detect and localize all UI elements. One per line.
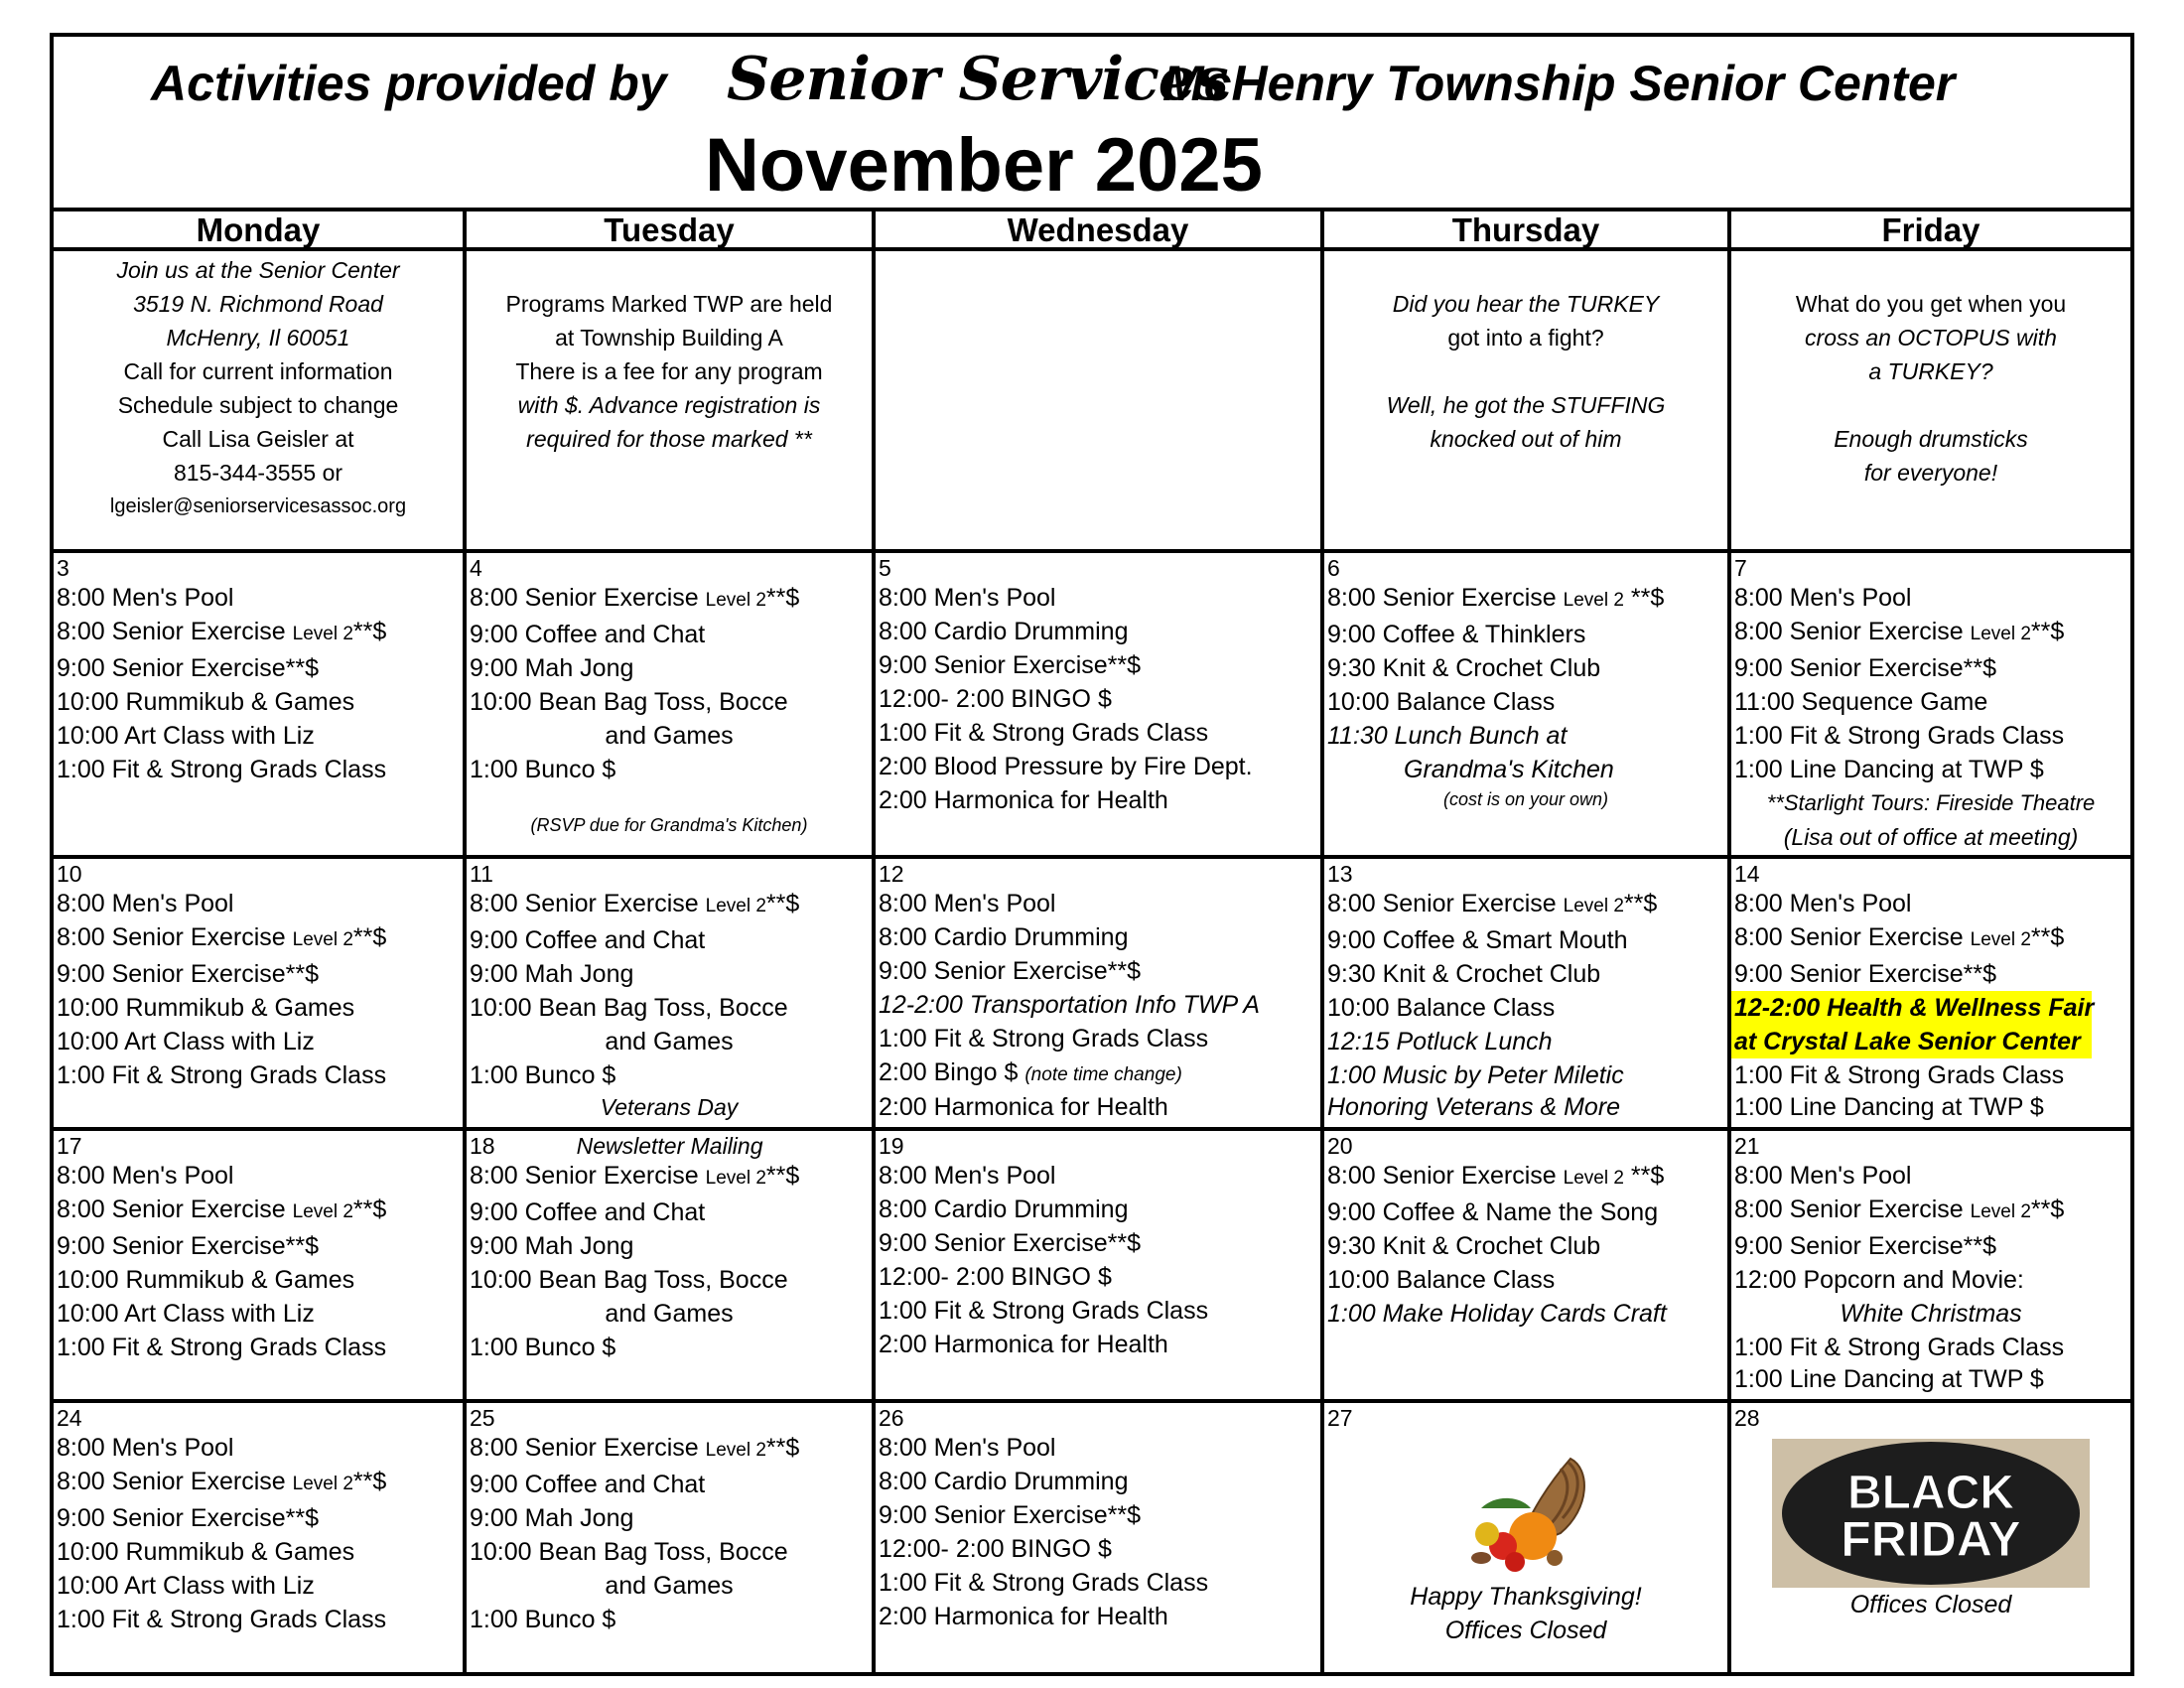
event: White Christmas <box>1840 1300 2022 1328</box>
event: 8:00 Senior Exercise Level 2**$ <box>470 1162 800 1190</box>
day-number: 17 <box>57 1133 82 1159</box>
event: 10:00 Balance Class <box>1327 994 1556 1022</box>
event: 11:30 Lunch Bunch at <box>1327 722 1568 750</box>
event: 11:00 Sequence Game <box>1734 688 1988 716</box>
center-name: McHenry Township Senior Center <box>1162 56 1956 111</box>
calendar <box>50 33 2134 1676</box>
day-cell <box>1320 1127 1727 1399</box>
event: 9:00 Mah Jong <box>470 1232 634 1260</box>
event: 1:00 Fit & Strong Grads Class <box>57 1334 387 1361</box>
event: 8:00 Senior Exercise Level 2**$ <box>1327 890 1658 917</box>
event: 1:00 Line Dancing at TWP $ <box>1734 756 2044 783</box>
newsletter-label: Newsletter Mailing <box>576 1133 763 1159</box>
day-cell <box>54 855 463 1127</box>
week-row <box>54 1399 2130 1672</box>
event: 9:00 Senior Exercise**$ <box>879 1229 1142 1257</box>
event: 12:00- 2:00 BINGO $ <box>879 685 1112 713</box>
intro-monday <box>54 247 463 549</box>
intro-line: required for those marked ** <box>526 426 812 452</box>
day-number: 3 <box>57 555 69 581</box>
month-label: November 2025 <box>705 123 1263 208</box>
event: 10:00 Balance Class <box>1327 1266 1556 1294</box>
event: 1:00 Bunco $ <box>470 1334 616 1361</box>
event: 9:00 Senior Exercise**$ <box>1734 654 1997 682</box>
intro-tuesday <box>463 247 872 549</box>
event: 10:00 Rummikub & Games <box>57 1266 355 1294</box>
event: **Starlight Tours: Fireside Theatre <box>1766 790 2096 815</box>
event: 9:00 Coffee & Name the Song <box>1327 1198 1659 1226</box>
day-cell <box>54 1127 463 1399</box>
event: 2:00 Harmonica for Health <box>879 1093 1168 1121</box>
event: 9:00 Senior Exercise**$ <box>57 654 320 682</box>
event: 10:00 Rummikub & Games <box>57 688 355 716</box>
intro-wednesday <box>872 247 1320 549</box>
event: 12:00- 2:00 BINGO $ <box>879 1535 1112 1563</box>
event: 1:00 Fit & Strong Grads Class <box>57 1606 387 1633</box>
event: and Games <box>605 722 734 750</box>
event: 9:30 Knit & Crochet Club <box>1327 654 1601 682</box>
event: 9:00 Mah Jong <box>470 654 634 682</box>
event: Happy Thanksgiving! <box>1410 1583 1642 1611</box>
day-cell <box>54 549 463 855</box>
event: 1:00 Fit & Strong Grads Class <box>879 1569 1209 1597</box>
day-number: 11 <box>470 861 493 887</box>
black-friday-logo <box>1731 1439 2130 1588</box>
event: 8:00 Cardio Drumming <box>879 923 1129 951</box>
day-cell <box>463 1399 872 1672</box>
event: 12:15 Potluck Lunch <box>1327 1028 1553 1055</box>
day-cell <box>1727 1399 2130 1672</box>
day-thursday: Thursday <box>1320 208 1727 247</box>
day-number: 14 <box>1734 861 1760 887</box>
event: 9:00 Senior Exercise**$ <box>879 651 1142 679</box>
event: 9:00 Senior Exercise**$ <box>1734 960 1997 988</box>
event: 8:00 Senior Exercise Level 2 **$ <box>1327 1162 1665 1190</box>
event: 1:00 Fit & Strong Grads Class <box>1734 1061 2065 1089</box>
event: 10:00 Bean Bag Toss, Bocce <box>470 1266 788 1294</box>
day-cell <box>463 1127 872 1399</box>
intro-row <box>54 247 2130 549</box>
event: 8:00 Senior Exercise Level 2**$ <box>1734 618 2065 645</box>
intro-line: with $. Advance registration is <box>517 392 821 418</box>
svg-text:BLACK: BLACK <box>1847 1467 2014 1519</box>
event: 8:00 Senior Exercise Level 2**$ <box>57 618 387 645</box>
brand-logo: Senior Services <box>727 45 1228 114</box>
intro-line: at Township Building A <box>555 325 783 351</box>
intro-line: Programs Marked TWP are held <box>505 291 833 317</box>
event: 8:00 Men's Pool <box>57 584 234 612</box>
event: 8:00 Men's Pool <box>57 890 234 917</box>
intro-line: Did you hear the TURKEY <box>1392 291 1660 317</box>
day-number: 20 <box>1327 1133 1353 1159</box>
event: 2:00 Harmonica for Health <box>879 1603 1168 1630</box>
intro-line: McHenry, Il 60051 <box>166 325 350 351</box>
intro-line: Well, he got the STUFFING <box>1386 392 1666 418</box>
event: 10:00 Art Class with Liz <box>57 1300 315 1328</box>
day-cell <box>1727 1127 2130 1399</box>
day-cell <box>1320 1399 1727 1672</box>
event: 2:00 Harmonica for Health <box>879 1331 1168 1358</box>
event: 9:00 Senior Exercise**$ <box>879 1501 1142 1529</box>
event: 10:00 Bean Bag Toss, Bocce <box>470 688 788 716</box>
event: 8:00 Men's Pool <box>57 1162 234 1190</box>
day-number: 26 <box>879 1405 904 1431</box>
day-wednesday: Wednesday <box>872 208 1320 247</box>
event: and Games <box>605 1028 734 1055</box>
event: 8:00 Senior Exercise Level 2**$ <box>1734 1196 2065 1223</box>
event: 2:00 Blood Pressure by Fire Dept. <box>879 753 1253 780</box>
event: 9:00 Mah Jong <box>470 960 634 988</box>
intro-friday <box>1727 247 2130 549</box>
event: Grandma's Kitchen <box>1404 756 1614 783</box>
event: 8:00 Senior Exercise Level 2**$ <box>57 1468 387 1495</box>
event: 10:00 Art Class with Liz <box>57 1028 315 1055</box>
day-cell <box>54 1399 463 1672</box>
day-tuesday: Tuesday <box>463 208 872 247</box>
event: 8:00 Men's Pool <box>1734 584 1912 612</box>
day-friday: Friday <box>1727 208 2130 247</box>
event: 9:30 Knit & Crochet Club <box>1327 960 1601 988</box>
event: 9:00 Coffee and Chat <box>470 621 706 648</box>
svg-text:FRIDAY: FRIDAY <box>1841 1511 2021 1567</box>
event: and Games <box>605 1300 734 1328</box>
header-prefix: Activities provided by <box>151 56 667 111</box>
contact-email: lgeisler@seniorservicesassoc.org <box>109 495 407 517</box>
event: 8:00 Senior Exercise Level 2**$ <box>470 890 800 917</box>
holiday-label: Veterans Day <box>600 1094 739 1120</box>
day-cell <box>1320 549 1727 855</box>
intro-line: cross an OCTOPUS with <box>1805 325 2057 351</box>
intro-line: knocked out of him <box>1430 426 1622 452</box>
day-cell <box>872 549 1320 855</box>
event: 1:00 Line Dancing at TWP $ <box>1734 1365 2044 1393</box>
event: 10:00 Art Class with Liz <box>57 1572 315 1600</box>
event: 8:00 Men's Pool <box>879 890 1056 917</box>
day-cell <box>1727 549 2130 855</box>
cornucopia-icon <box>1324 1439 1727 1578</box>
day-number: 18 Newsletter Mailing <box>470 1133 763 1159</box>
event: 8:00 Senior Exercise Level 2**$ <box>470 1434 800 1462</box>
event: 9:00 Coffee and Chat <box>470 1198 706 1226</box>
event: 8:00 Senior Exercise Level 2**$ <box>470 584 800 612</box>
day-number: 21 <box>1734 1133 1760 1159</box>
event: 1:00 Make Holiday Cards Craft <box>1327 1300 1667 1328</box>
day-number: 25 <box>470 1405 495 1431</box>
event: 1:00 Bunco $ <box>470 1606 616 1633</box>
day-number: 13 <box>1327 861 1353 887</box>
event: 1:00 Fit & Strong Grads Class <box>1734 722 2065 750</box>
intro-thursday <box>1320 247 1727 549</box>
event: 12-2:00 Transportation Info TWP A <box>879 991 1260 1019</box>
event: 1:00 Bunco $ <box>470 756 616 783</box>
event: 9:00 Coffee & Thinklers <box>1327 621 1586 648</box>
intro-line: Call Lisa Geisler at <box>162 426 354 452</box>
event: 9:00 Mah Jong <box>470 1504 634 1532</box>
event: 9:30 Knit & Crochet Club <box>1327 1232 1601 1260</box>
highlight-event: at Crystal Lake Senior Center <box>1731 1025 2130 1058</box>
week-row <box>54 1127 2130 1399</box>
event: Offices Closed <box>1849 1591 2012 1618</box>
event: 1:00 Music by Peter Miletic <box>1327 1061 1624 1089</box>
event: Offices Closed <box>1444 1617 1607 1644</box>
day-cell <box>1727 855 2130 1127</box>
event: 1:00 Fit & Strong Grads Class <box>879 719 1209 747</box>
event: 8:00 Cardio Drumming <box>879 1468 1129 1495</box>
event: 1:00 Bunco $ <box>470 1061 616 1089</box>
event: 9:00 Coffee & Smart Mouth <box>1327 926 1628 954</box>
event: 9:00 Senior Exercise**$ <box>879 957 1142 985</box>
event: 2:00 Bingo $ (note time change) <box>879 1058 1182 1086</box>
event: (Lisa out of office at meeting) <box>1783 824 2079 850</box>
week-row <box>54 855 2130 1127</box>
intro-line: There is a fee for any program <box>515 358 823 384</box>
intro-line: What do you get when you <box>1795 291 2067 317</box>
intro-line: Enough drumsticks <box>1834 426 2028 452</box>
day-number: 19 <box>879 1133 904 1159</box>
event: 2:00 Harmonica for Health <box>879 786 1168 814</box>
event-note: (cost is on your own) <box>1442 789 1609 809</box>
event: 1:00 Fit & Strong Grads Class <box>1734 1334 2065 1361</box>
event: 10:00 Balance Class <box>1327 688 1556 716</box>
day-cell <box>872 855 1320 1127</box>
day-number: 12 <box>879 861 904 887</box>
event: 1:00 Fit & Strong Grads Class <box>879 1297 1209 1325</box>
event: Honoring Veterans & More <box>1327 1093 1621 1121</box>
event: 10:00 Rummikub & Games <box>57 1538 355 1566</box>
event: 12:00- 2:00 BINGO $ <box>879 1263 1112 1291</box>
day-number: 27 <box>1327 1405 1353 1431</box>
day-number: 6 <box>1327 555 1340 581</box>
event: 8:00 Men's Pool <box>1734 1162 1912 1190</box>
day-monday: Monday <box>54 208 463 247</box>
intro-line: Schedule subject to change <box>117 392 399 418</box>
event: 8:00 Senior Exercise Level 2 **$ <box>1327 584 1665 612</box>
event: 10:00 Bean Bag Toss, Bocce <box>470 1538 788 1566</box>
event: 9:00 Senior Exercise**$ <box>1734 1232 1997 1260</box>
event: 9:00 Senior Exercise**$ <box>57 960 320 988</box>
day-number: 5 <box>879 555 891 581</box>
event: 8:00 Men's Pool <box>1734 890 1912 917</box>
event: 8:00 Senior Exercise Level 2**$ <box>1734 923 2065 951</box>
day-cell <box>463 855 872 1127</box>
event: 10:00 Bean Bag Toss, Bocce <box>470 994 788 1022</box>
event-note: (RSVP due for Grandma's Kitchen) <box>530 815 808 835</box>
event: 8:00 Men's Pool <box>879 1162 1056 1190</box>
day-number: 28 <box>1734 1405 1760 1431</box>
day-number: 24 <box>57 1405 82 1431</box>
event: 9:00 Senior Exercise**$ <box>57 1232 320 1260</box>
day-names-row <box>54 208 2130 247</box>
intro-line: 3519 N. Richmond Road <box>133 291 383 317</box>
event: and Games <box>605 1572 734 1600</box>
intro-line: a TURKEY? <box>1868 358 1993 384</box>
event: 8:00 Men's Pool <box>879 584 1056 612</box>
event: 10:00 Rummikub & Games <box>57 994 355 1022</box>
event: 8:00 Cardio Drumming <box>879 1196 1129 1223</box>
event: 9:00 Coffee and Chat <box>470 926 706 954</box>
event: 8:00 Cardio Drumming <box>879 618 1129 645</box>
week-row <box>54 549 2130 855</box>
event: 12:00 Popcorn and Movie: <box>1734 1266 2024 1294</box>
day-number: 4 <box>470 555 482 581</box>
intro-line: for everyone! <box>1863 460 1998 486</box>
header-line <box>54 37 2130 124</box>
event: 1:00 Line Dancing at TWP $ <box>1734 1093 2044 1121</box>
day-cell <box>872 1399 1320 1672</box>
intro-line: Join us at the Senior Center <box>116 257 400 283</box>
event: 8:00 Men's Pool <box>879 1434 1056 1462</box>
event: 9:00 Senior Exercise**$ <box>57 1504 320 1532</box>
event: 8:00 Senior Exercise Level 2**$ <box>57 1196 387 1223</box>
day-number: 10 <box>57 861 82 887</box>
intro-line: 815-344-3555 or <box>173 460 343 486</box>
highlight-event: 12-2:00 Health & Wellness Fair <box>1731 991 2130 1025</box>
intro-line: Call for current information <box>123 358 393 384</box>
event: 9:00 Coffee and Chat <box>470 1471 706 1498</box>
event: 1:00 Fit & Strong Grads Class <box>57 756 387 783</box>
day-cell <box>872 1127 1320 1399</box>
day-number: 7 <box>1734 555 1747 581</box>
event: 8:00 Senior Exercise Level 2**$ <box>57 923 387 951</box>
event: 10:00 Art Class with Liz <box>57 722 315 750</box>
event: 1:00 Fit & Strong Grads Class <box>57 1061 387 1089</box>
day-cell <box>1320 855 1727 1127</box>
event: 8:00 Men's Pool <box>57 1434 234 1462</box>
event: 1:00 Fit & Strong Grads Class <box>879 1025 1209 1053</box>
day-cell <box>463 549 872 855</box>
intro-line: got into a fight? <box>1447 325 1604 351</box>
